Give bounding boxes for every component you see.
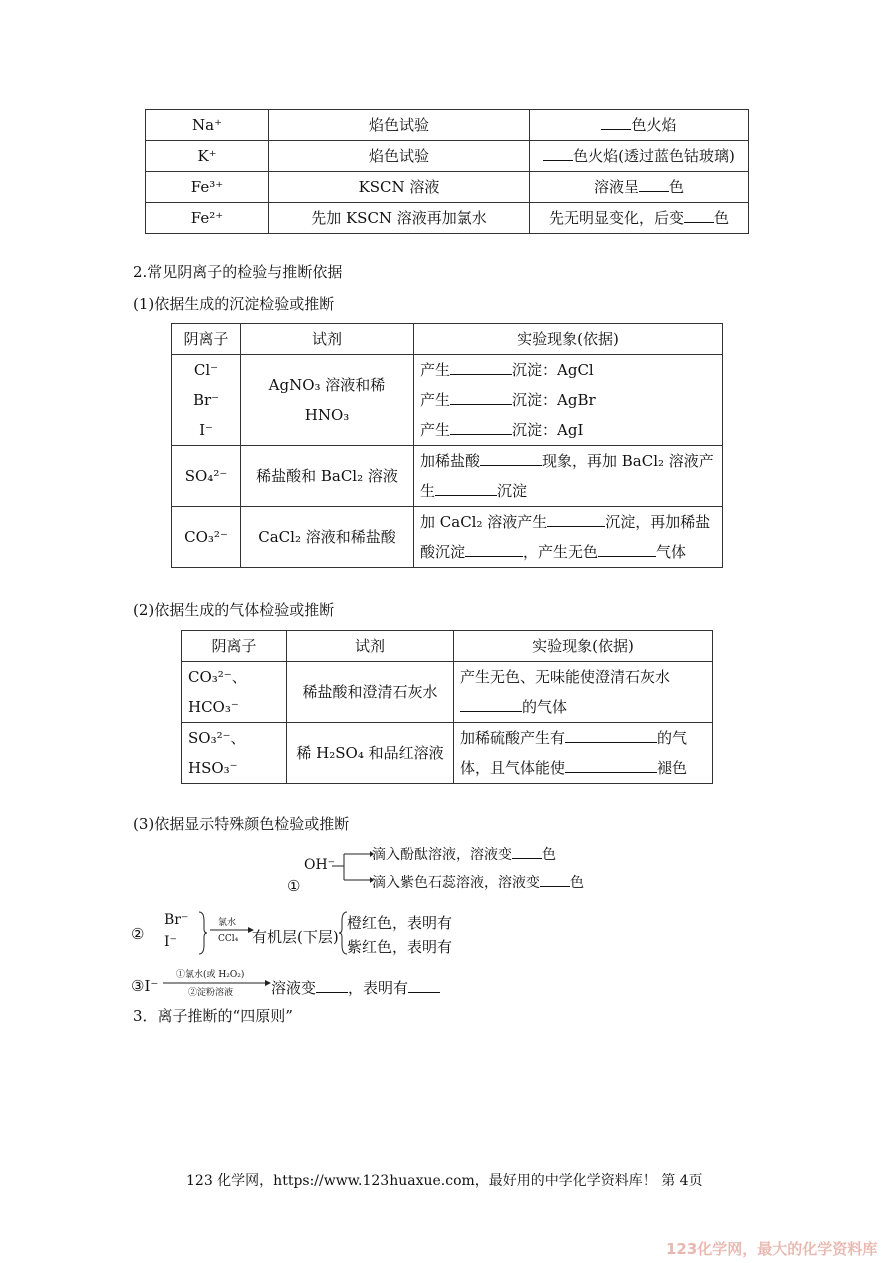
reaction-arrow-icon	[210, 926, 254, 934]
answer-blank	[684, 208, 714, 223]
watermark: 123化学网，最大的化学资料库	[666, 1240, 878, 1258]
phenomenon-cell: 产生无色、无味能使澄清石灰水 的气体	[454, 662, 713, 723]
reagent-cell: CaCl₂ 溶液和稀盐酸	[241, 507, 414, 568]
header-cell: 阴离子	[172, 324, 241, 355]
ion-cell: Fe³⁺	[146, 172, 269, 203]
method-cell: KSCN 溶液	[269, 172, 530, 203]
section-title: 3．离子推断的“四原则”	[133, 1007, 293, 1025]
answer-blank	[465, 542, 523, 557]
answer-blank	[408, 978, 440, 993]
subsection-title: (3)依据显示特殊颜色检验或推断	[133, 815, 350, 833]
method-cell: 先加 KSCN 溶液再加氯水	[269, 203, 530, 234]
answer-blank	[316, 978, 348, 993]
ion-cell: Fe²⁺	[146, 203, 269, 234]
answer-blank	[565, 758, 657, 773]
page-footer: 123 化学网，https://www.123huaxue.com，最好用的中学化学资料库！ 第 4页	[186, 1173, 703, 1189]
result-orange: 橙红色，表明有	[347, 914, 453, 932]
method-cell: 焰色试验	[269, 141, 530, 172]
precipitate-test-table	[171, 323, 723, 568]
cation-test-table	[145, 109, 749, 234]
phenomenon-cell: 色火焰(透过蓝色钴玻璃)	[530, 141, 749, 172]
header-cell: 阴离子	[182, 631, 287, 662]
subsection-title: (1)依据生成的沉淀检验或推断	[133, 295, 335, 313]
reagent-cell: AgNO₃ 溶液和稀 HNO₃	[241, 355, 414, 446]
reagent-cell: 稀盐酸和 BaCl₂ 溶液	[241, 446, 414, 507]
section-title: 2.常见阴离子的检验与推断依据	[133, 263, 343, 281]
arrow-bottom-label: CCl₄	[218, 934, 239, 944]
bromide-label: Br⁻	[164, 912, 189, 928]
phenomenon-cell: 产生 沉淀：AgCl 产生 沉淀：AgBr 产生 沉淀：AgI	[414, 355, 723, 446]
branch-phenolphthalein: 滴入酚酞溶液，溶液变 色	[372, 844, 556, 864]
iodide-test-label: ③I⁻	[131, 977, 159, 995]
ion-cell: CO₃²⁻、HCO₃⁻	[182, 662, 287, 723]
answer-blank	[450, 420, 512, 435]
subsection-title: (2)依据生成的气体检验或推断	[133, 601, 335, 619]
branch-litmus: 滴入紫色石蕊溶液，溶液变 色	[372, 872, 584, 892]
result-purple: 紫红色，表明有	[347, 938, 453, 956]
header-cell: 实验现象(依据)	[414, 324, 723, 355]
table-row	[182, 723, 713, 784]
phenomenon-cell: 加 CaCl₂ 溶液产生 沉淀，再加稀盐 酸沉淀 ，产生无色 气体	[414, 507, 723, 568]
ion-cell: K⁺	[146, 141, 269, 172]
header-cell: 试剂	[241, 324, 414, 355]
ion-cell: SO₃²⁻、HSO₃⁻	[182, 723, 287, 784]
table-row	[146, 172, 749, 203]
answer-blank	[460, 697, 522, 712]
arrow3-top-label: ①氯水(或 H₂O₂)	[176, 970, 245, 980]
arrow-top-label: 氯水	[218, 918, 237, 928]
answer-blank	[565, 728, 657, 743]
reagent-cell: 稀盐酸和澄清石灰水	[287, 662, 454, 723]
table-row	[182, 662, 713, 723]
table-row	[172, 507, 723, 568]
table-row	[146, 203, 749, 234]
arrow3-bottom-label: ②淀粉溶液	[188, 988, 234, 998]
answer-blank	[480, 451, 542, 466]
phenomenon-cell: 色火焰	[530, 110, 749, 141]
table-row	[172, 446, 723, 507]
header-cell: 实验现象(依据)	[454, 631, 713, 662]
right-brace-icon	[198, 911, 208, 955]
gas-test-table	[181, 630, 713, 784]
answer-blank	[543, 146, 573, 161]
ion-cell: Na⁺	[146, 110, 269, 141]
phenomenon-cell: 加稀硫酸产生有 的气 体，且气体能使 褪色	[454, 723, 713, 784]
answer-blank	[450, 390, 512, 405]
answer-blank	[450, 360, 512, 375]
phenomenon-cell: 溶液呈 色	[530, 172, 749, 203]
reagent-cell: 稀 H₂SO₄ 和品红溶液	[287, 723, 454, 784]
answer-blank	[598, 542, 656, 557]
table-row	[146, 110, 749, 141]
ion-cell: CO₃²⁻	[172, 507, 241, 568]
table-row	[172, 355, 723, 446]
table-row	[146, 141, 749, 172]
iodide-result: 溶液变 ，表明有	[271, 977, 440, 998]
answer-blank	[639, 177, 669, 192]
item-number-2: ②	[131, 925, 145, 943]
phenomenon-cell: 先无明显变化，后变 色	[530, 203, 749, 234]
table-row	[172, 324, 723, 355]
branch-arrow-icon	[330, 846, 374, 888]
item-number-1: ①	[287, 877, 301, 895]
iodide-label: I⁻	[164, 934, 177, 950]
answer-blank	[540, 872, 570, 887]
organic-layer-label: 有机层(下层)	[252, 928, 339, 946]
answer-blank	[435, 481, 497, 496]
answer-blank	[547, 512, 605, 527]
answer-blank	[512, 844, 542, 859]
table-row	[182, 631, 713, 662]
answer-blank	[601, 115, 631, 130]
ion-cell: SO₄²⁻	[172, 446, 241, 507]
oh-label: OH⁻	[304, 857, 336, 873]
ion-cell: Cl⁻ Br⁻ I⁻	[172, 355, 241, 446]
phenomenon-cell: 加稀盐酸 现象，再加 BaCl₂ 溶液产 生 沉淀	[414, 446, 723, 507]
header-cell: 试剂	[287, 631, 454, 662]
method-cell: 焰色试验	[269, 110, 530, 141]
